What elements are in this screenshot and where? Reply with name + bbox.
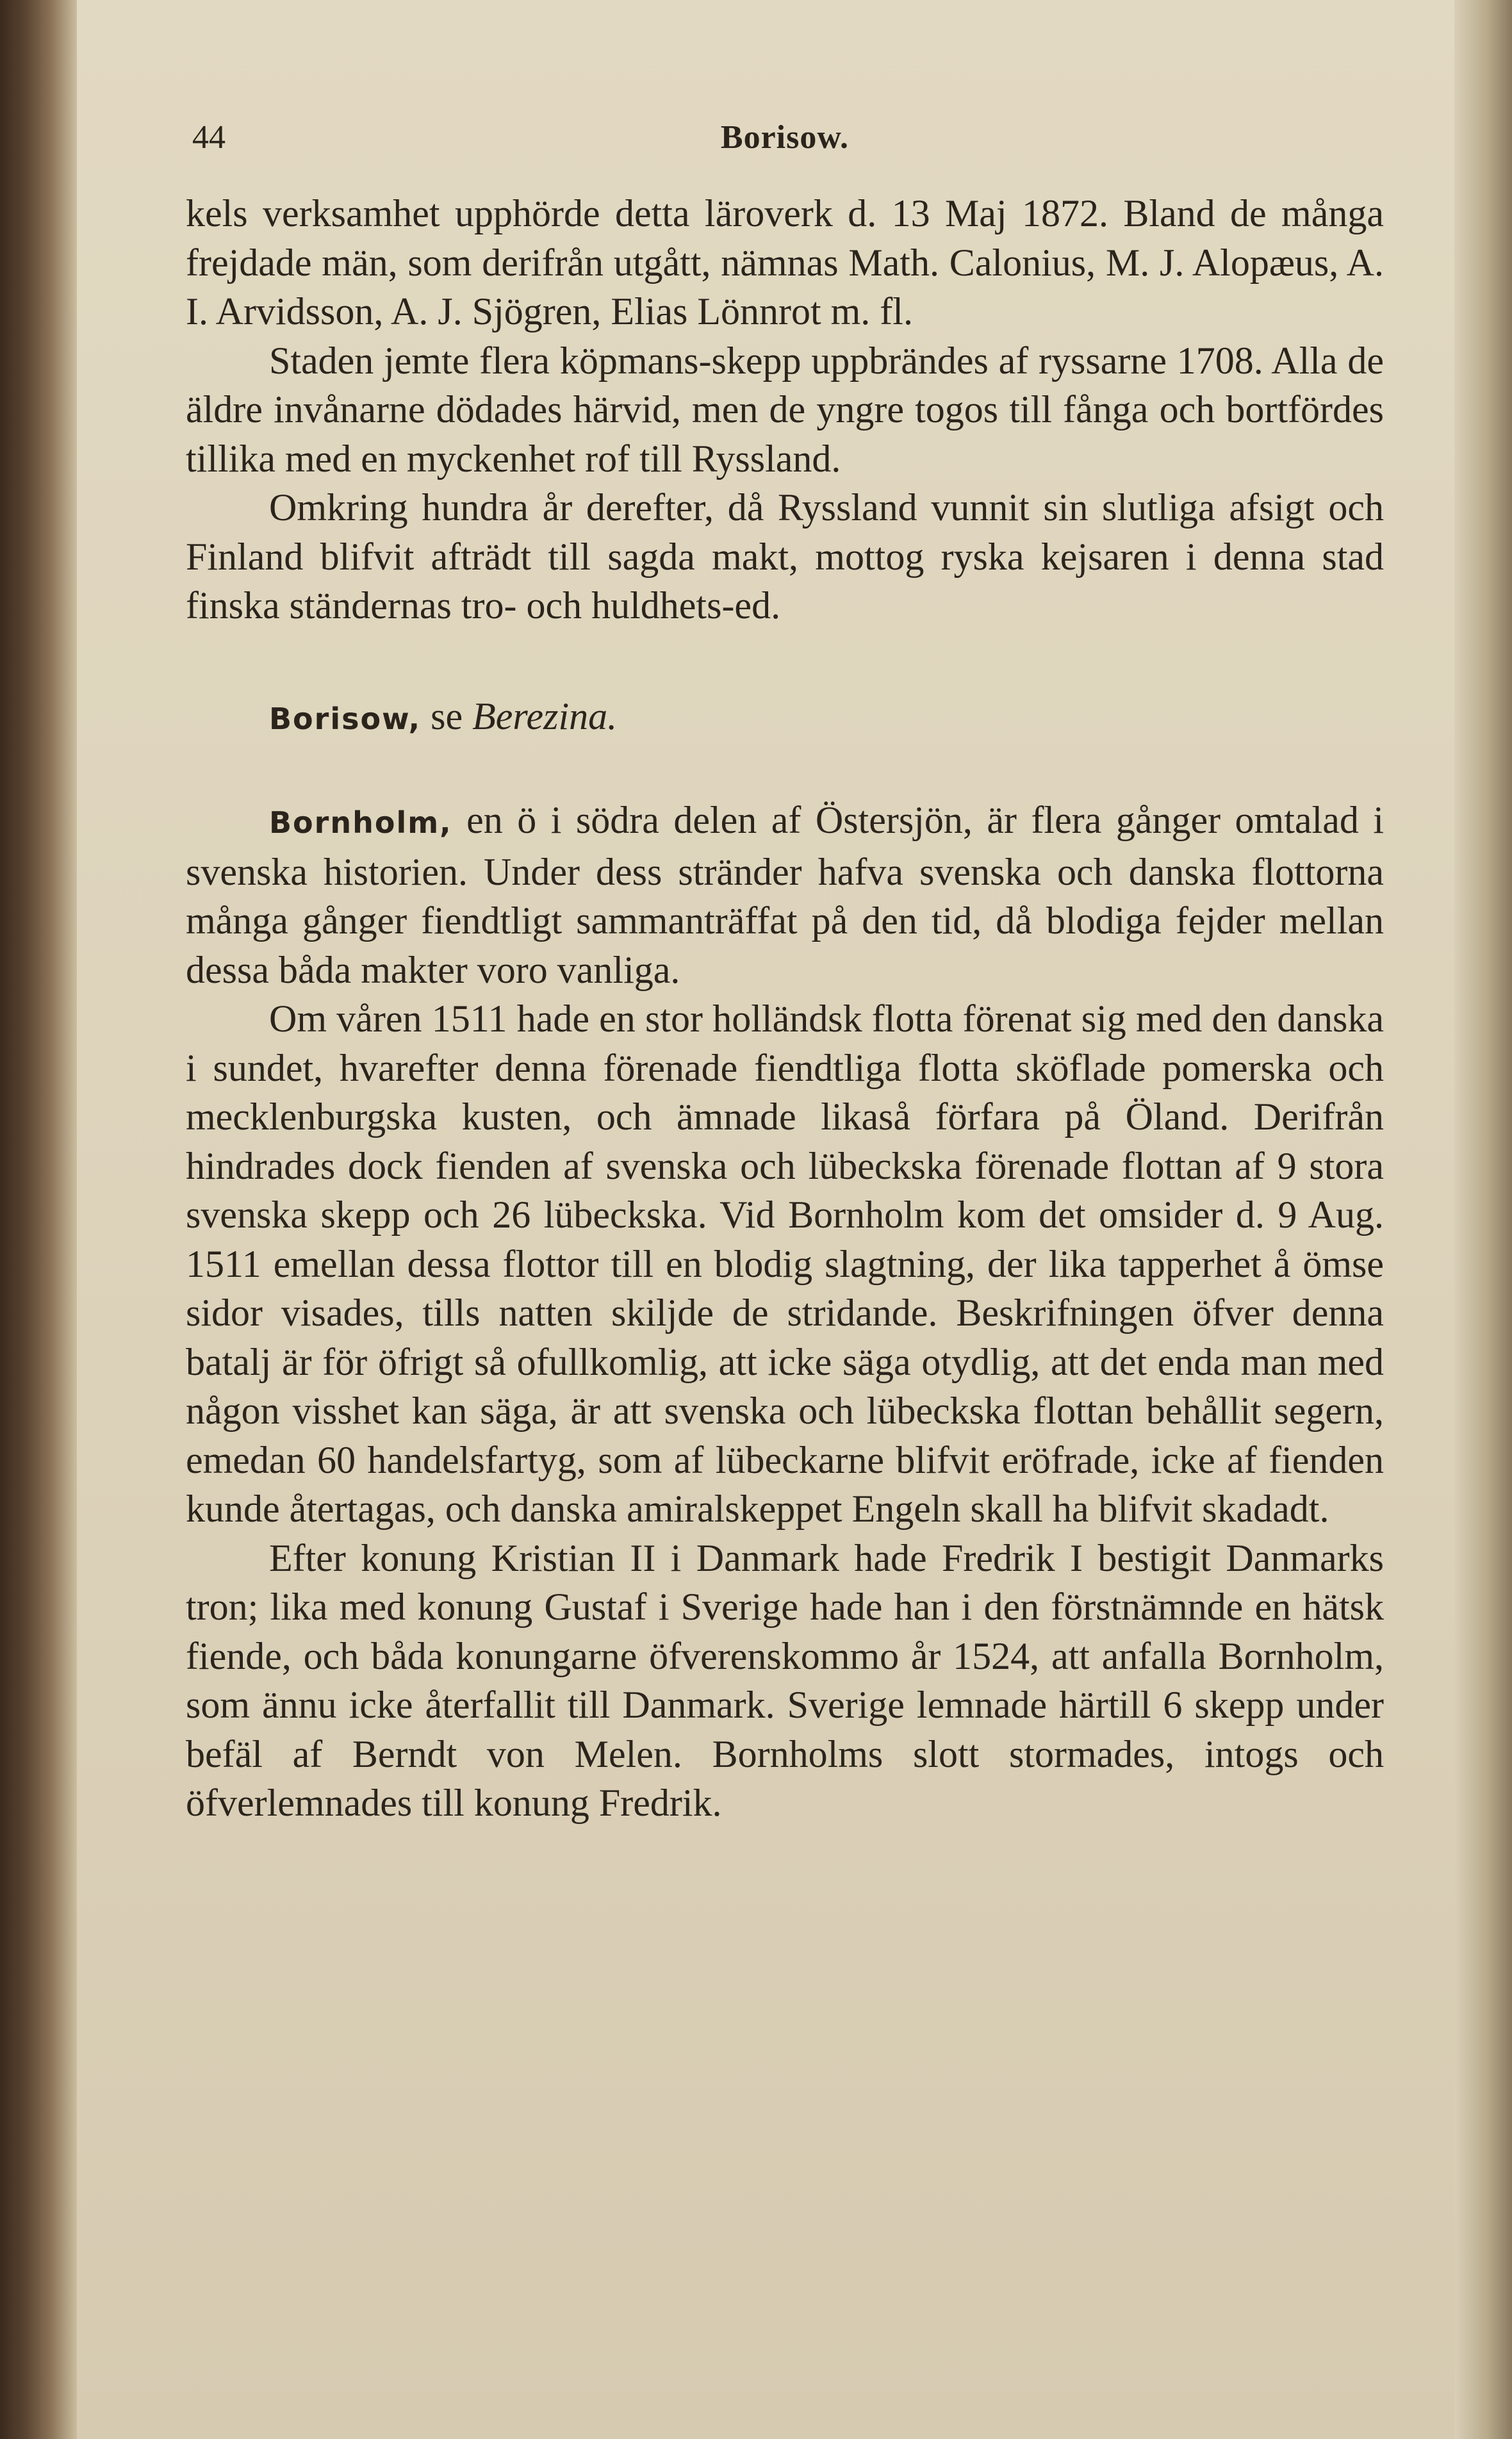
paragraph: Staden jemte flera köpmans-skepp uppbrändes af ryssarne 1708. Alla de äldre invånarne dödades härvid, men de yngre togos till fånga och bortfördes tillika med en myckenhet rof till Ryssland. xyxy=(186,339,1384,480)
entry-headword: Bornholm, xyxy=(269,805,452,840)
entry-text: se xyxy=(421,694,473,737)
entry-borisow xyxy=(186,692,1384,744)
book-binding-shadow xyxy=(0,0,77,2439)
paragraph: Omkring hundra år derefter, då Ryssland vunnit sin slutliga afsigt och Finland blifvit afträdt till sagda makt, mottog ryska kejsaren i denna stad finska ständernas tro- och huldhets-ed. xyxy=(186,486,1384,627)
paragraph: Om våren 1511 hade en stor holländsk flotta förenat sig med den danska i sundet, hvarefter denna förenade fiendtliga flotta sköflade pomerska och mecklenburgska kusten, och ämnade likaså förfara på Öland. Derifrån hindrades dock fienden af svenska och lübeckska förenade flottan af 9 stora svenska skepp och 26 lübeckska. Vid Bornholm kom det omsider d. 9 Aug. 1511 emellan dessa flottor till en blodig slagtning, der lika tapperhet å ömse sidor visades, tills natten skiljde de stridande. Beskrifningen öfver denna batalj är för öfrigt så ofullkomlig, att icke säga otydlig, att det enda man med någon visshet kan säga, är att svenska och lübeckska flottan behållit segern, emedan 60 handelsfartyg, som af lübeckarne blifvit eröfrade, icke af fienden kunde återtagas, och danska amiralskeppet Engeln skall ha blifvit skadadt. xyxy=(186,998,1384,1530)
paragraph: kels verksamhet upphörde detta läroverk d. 13 Maj 1872. Bland de många frejdade män, som derifrån utgått, nämnas Math. Calonius, M. J. Alopæus, A. I. Arvidsson, A. J. Sjögren, Elias Lönnrot m. fl. xyxy=(186,192,1384,333)
page-header xyxy=(192,119,1377,163)
paragraph: Efter konung Kristian II i Danmark hade Fredrik I bestigit Danmarks tron; lika med konung Gustaf i Sverige hade han i den förstnämnde en hätsk fiende, och båda konungarne öfverenskommo år 1524, att anfalla Bornholm, som ännu icke återfallit till Danmark. Sverige lemnade härtill 6 skepp under befäl af Berndt von Melen. Bornholms slott stormades, intogs och öfverlemnades till konung Fredrik. xyxy=(186,1536,1384,1824)
page-number: 44 xyxy=(192,119,226,156)
cross-reference: Berezina. xyxy=(472,694,618,737)
body-text xyxy=(186,189,1384,1828)
running-head: Borisow. xyxy=(720,119,850,156)
entry-text: en ö i södra delen af Östersjön, är flera gånger omtalad i svenska historien. Under dess stränder hafva svenska och danska flottorna många gånger fiendtligt sammanträffat på den tid, då blodiga fejder mellan dessa båda makter voro vanliga. xyxy=(186,799,1384,991)
entry-bornholm xyxy=(186,796,1384,994)
entry-headword: Borisow, xyxy=(269,701,422,736)
page-edge-shadow xyxy=(1454,0,1512,2439)
